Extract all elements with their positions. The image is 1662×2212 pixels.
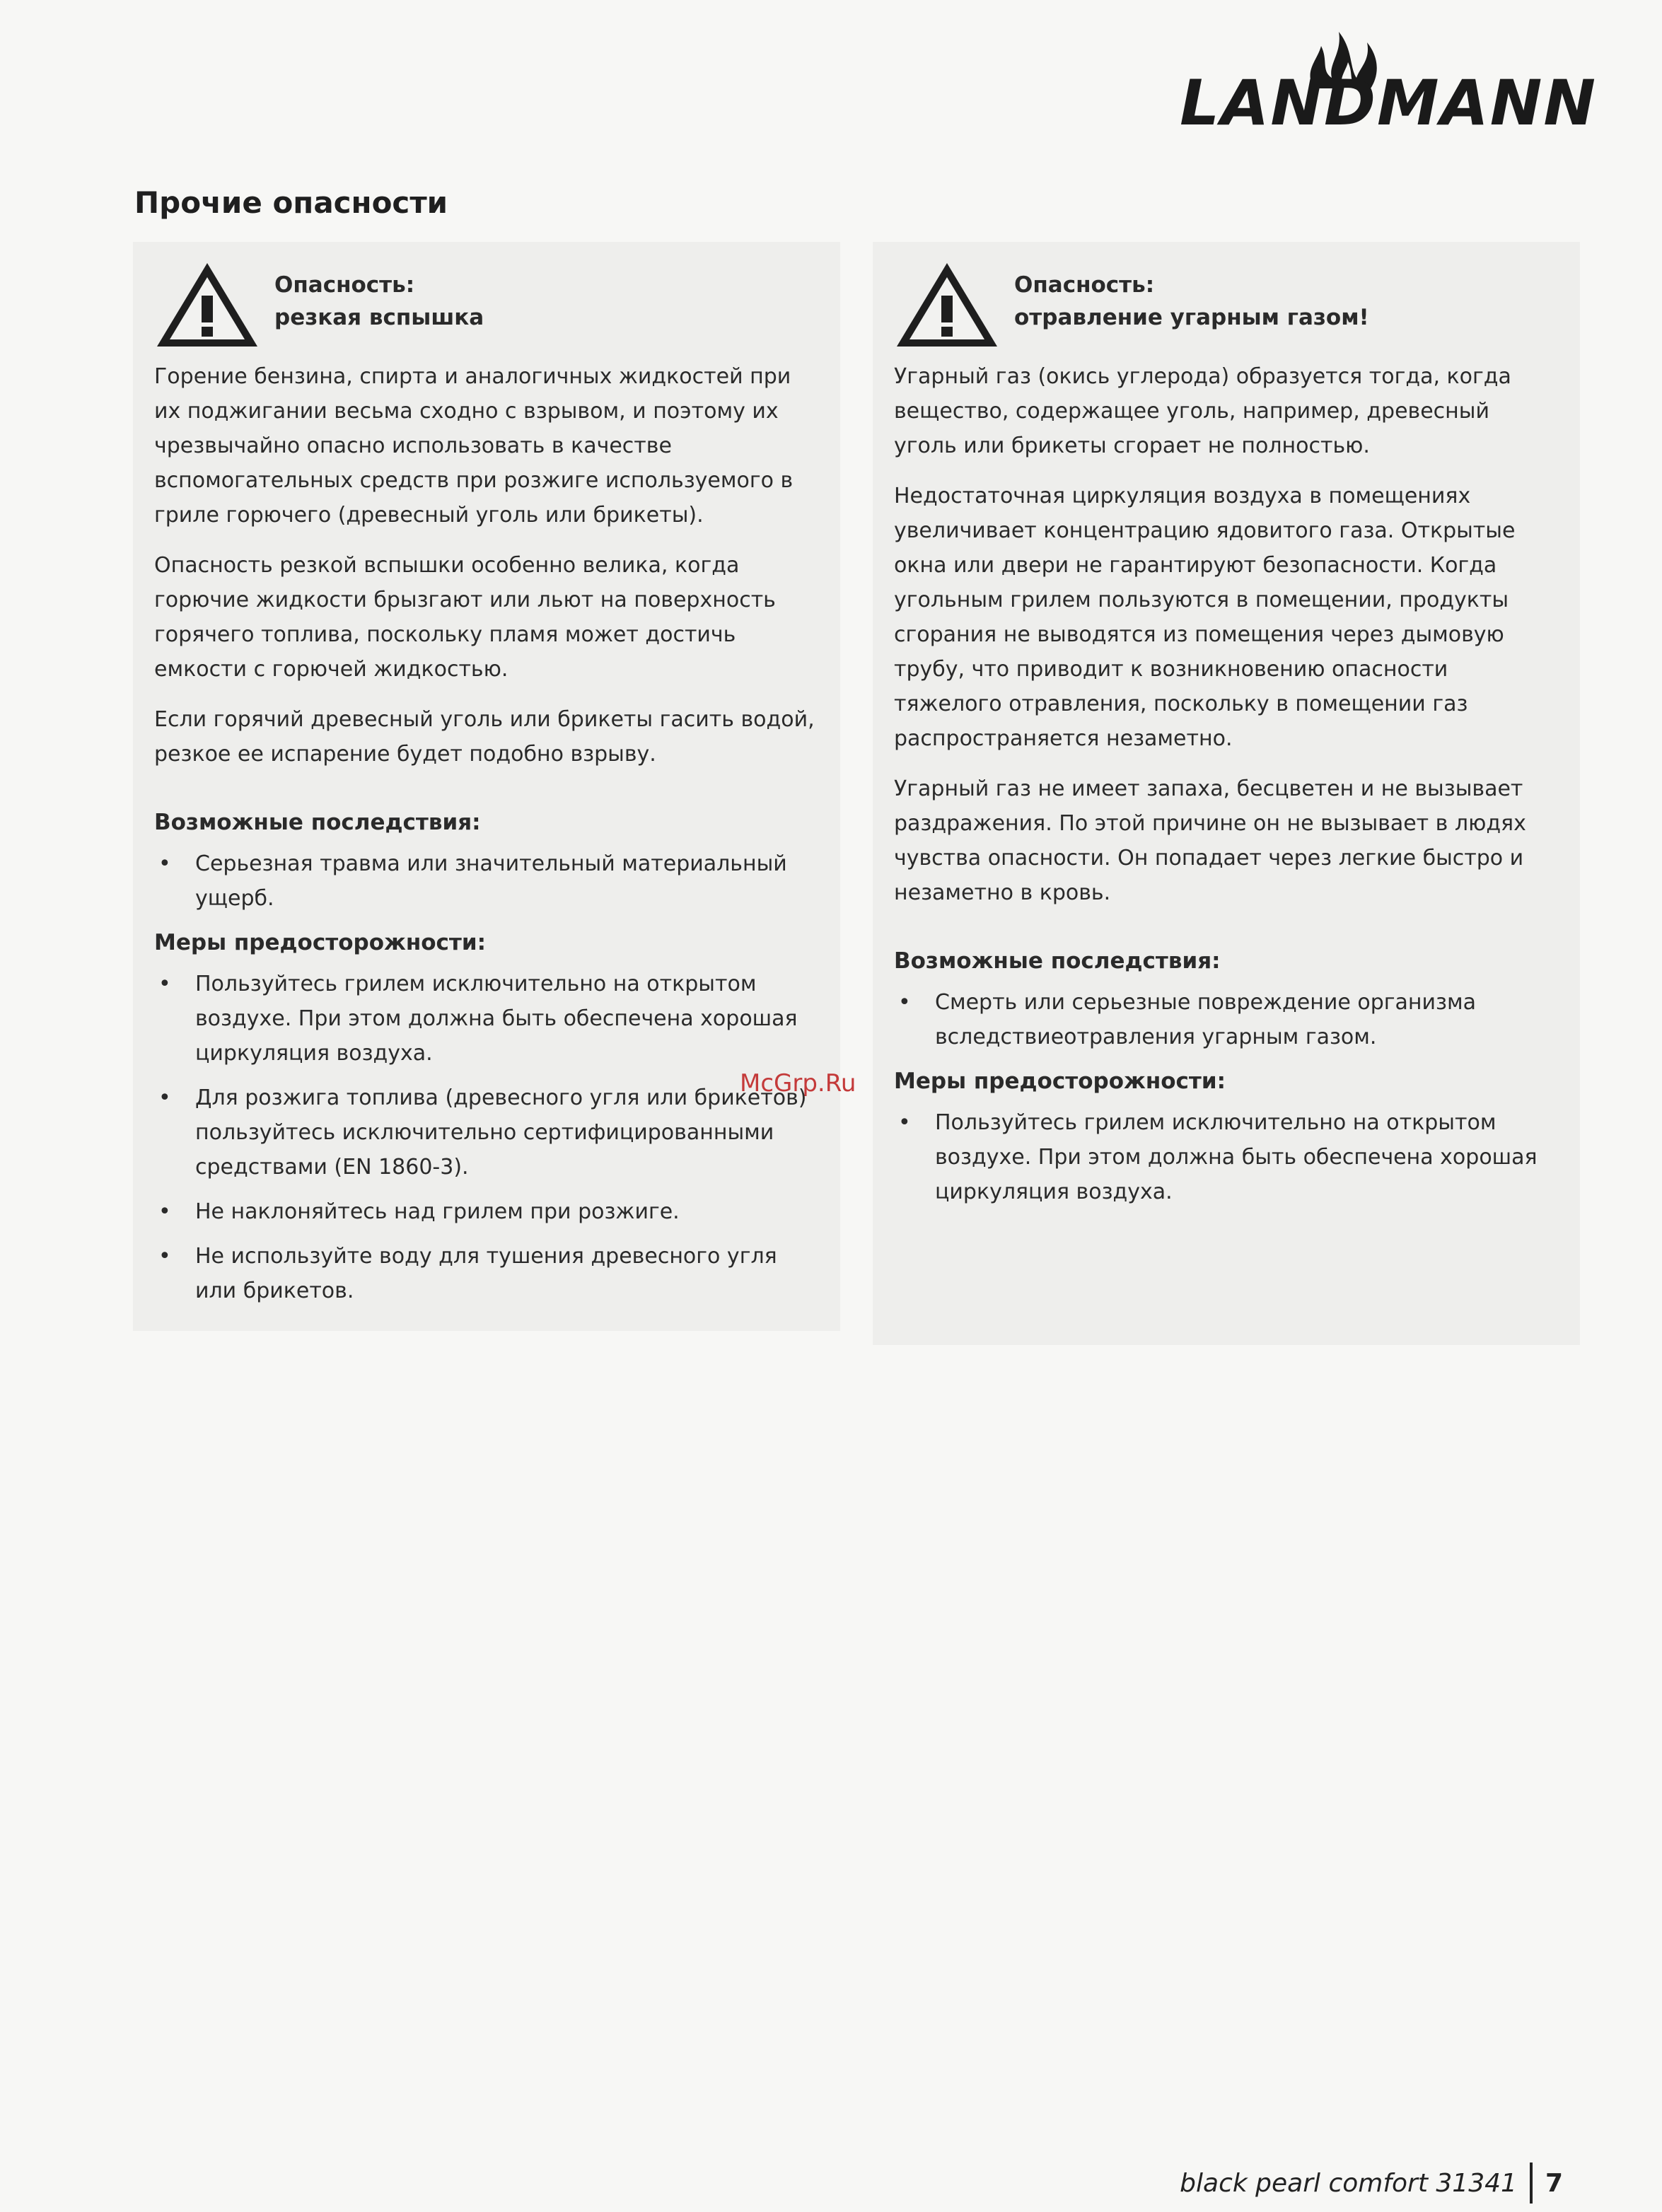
paragraph: Недостаточная циркуляция воздуха в помещениях увеличивает концентрацию ядовитого газа. Открытые окна или двери не гарантируют безопасности. Когда угольным грилем пользуются в помещении, продукты сгорания не выводятся из помещения через дымовую трубу, что приводит к возникновению опасности тяжелого отравления, поскольку в помещении газ распространяется незаметно.	[894, 484, 1516, 751]
warning-title	[1014, 259, 1369, 334]
list-item: • Смерть или серьезные повреждение организма вследствиеотравления угарным газом.	[894, 985, 1559, 1054]
warning-panel-flash	[133, 242, 840, 1331]
page-footer	[1180, 2162, 1563, 2204]
paragraph: Горение бензина, спирта и аналогичных жидкостей при их поджигании весьма сходно с взрывом, и поэтому их чрезвычайно опасно использовать в качестве вспомогательных средств при розжиге используемого в гриле горючего (древесный уголь или брикеты).	[154, 364, 794, 528]
warning-subject: резкая вспышка	[274, 305, 484, 330]
list-item: • Пользуйтесь грилем исключительно на открытом воздухе. При этом должна быть обеспечена хорошая циркуляция воздуха.	[154, 967, 819, 1071]
warning-triangle-icon	[154, 259, 260, 351]
paragraph: Угарный газ (окись углерода) образуется тогда, когда вещество, содержащее уголь, например, древесный уголь или брикеты сгорает не полностью.	[894, 364, 1511, 458]
list-item: • Не используйте воду для тушения древесного угля или брикетов.	[154, 1239, 819, 1308]
list-item: • Пользуйтесь грилем исключительно на открытом воздухе. При этом должна быть обеспечена хорошая циркуляция воздуха.	[894, 1105, 1559, 1209]
list-item: • Серьезная травма или значительный материальный ущерб.	[154, 846, 819, 916]
consequences-list	[894, 985, 1559, 1054]
warning-subject: отравление угарным газом!	[1014, 305, 1369, 330]
consequences-list	[154, 846, 819, 916]
brand-name: LANDMANN	[1180, 66, 1597, 139]
precautions-heading: Меры предосторожности:	[894, 1069, 1226, 1094]
product-name: black pearl comfort 31341	[1180, 2168, 1517, 2198]
page-number: 7	[1545, 2168, 1563, 2198]
warning-label: Опасность:	[1014, 272, 1155, 298]
warning-label: Опасность:	[274, 272, 415, 298]
consequences-heading: Возможные последствия:	[154, 810, 481, 835]
watermark: McGrp.Ru	[740, 1069, 856, 1098]
consequences-heading: Возможные последствия:	[894, 948, 1221, 974]
warning-panel-co	[873, 242, 1580, 1345]
precautions-heading: Меры предосторожности:	[154, 930, 487, 955]
list-item: • Для розжига топлива (древесного угля или брикетов) пользуйтесь исключительно сертифицированными средствами (EN 1860-3).	[154, 1081, 819, 1184]
paragraph: Если горячий древесный уголь или брикеты гасить водой, резкое ее испарение будет подобно взрыву.	[154, 707, 815, 767]
section-title: Прочие опасности	[134, 185, 448, 220]
warning-header	[894, 259, 1559, 351]
warning-header	[154, 259, 819, 351]
precautions-list	[154, 967, 819, 1308]
precautions-list	[894, 1105, 1559, 1209]
brand-logo	[1180, 21, 1597, 139]
warning-title	[274, 259, 484, 334]
paragraph: Опасность резкой вспышки особенно велика, когда горючие жидкости брызгают или льют на поверхность горячего топлива, поскольку пламя может достичь емкости с горючей жидкостью.	[154, 553, 776, 682]
footer-divider	[1530, 2162, 1533, 2204]
paragraph: Угарный газ не имеет запаха, бесцветен и не вызывает раздражения. По этой причине он не вызывает в людях чувства опасности. Он попадает через легкие быстро и незаметно в кровь.	[894, 776, 1526, 905]
warning-triangle-icon	[894, 259, 1000, 351]
list-item: • Не наклоняйтесь над грилем при розжиге.	[154, 1194, 819, 1229]
